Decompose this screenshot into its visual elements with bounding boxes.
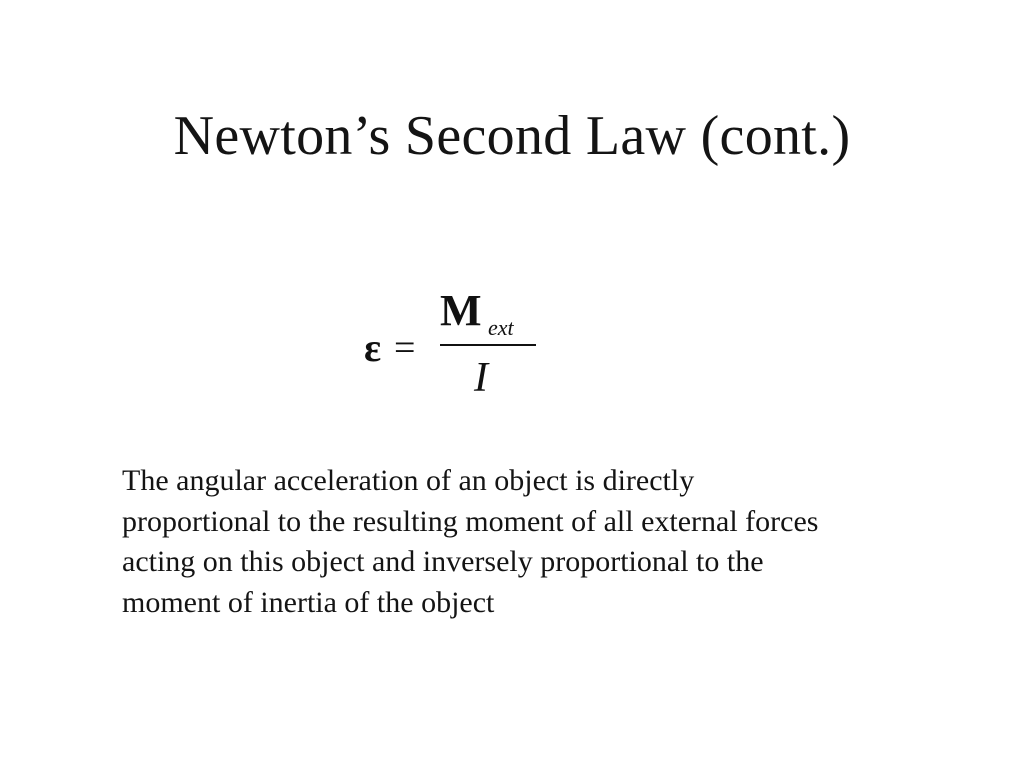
body-paragraph <box>122 461 942 623</box>
equation-numerator-subscript: ext <box>488 315 514 340</box>
body-line: proportional to the resulting moment of all external forces <box>122 504 819 538</box>
equation-numerator: M <box>440 286 482 335</box>
fraction-bar <box>440 344 536 346</box>
slide-title: Newton’s Second Law (cont.) <box>173 105 851 167</box>
body-line: moment of inertia of the object <box>122 585 495 619</box>
equation-denominator: I <box>474 355 488 401</box>
equation-equals-sign: = <box>394 327 416 369</box>
body-line: The angular acceleration of an object is directly <box>122 464 695 497</box>
equation-lhs-symbol: ε <box>364 325 382 370</box>
body-line: acting on this object and inversely proportional to the <box>122 545 764 578</box>
equation <box>360 282 560 402</box>
